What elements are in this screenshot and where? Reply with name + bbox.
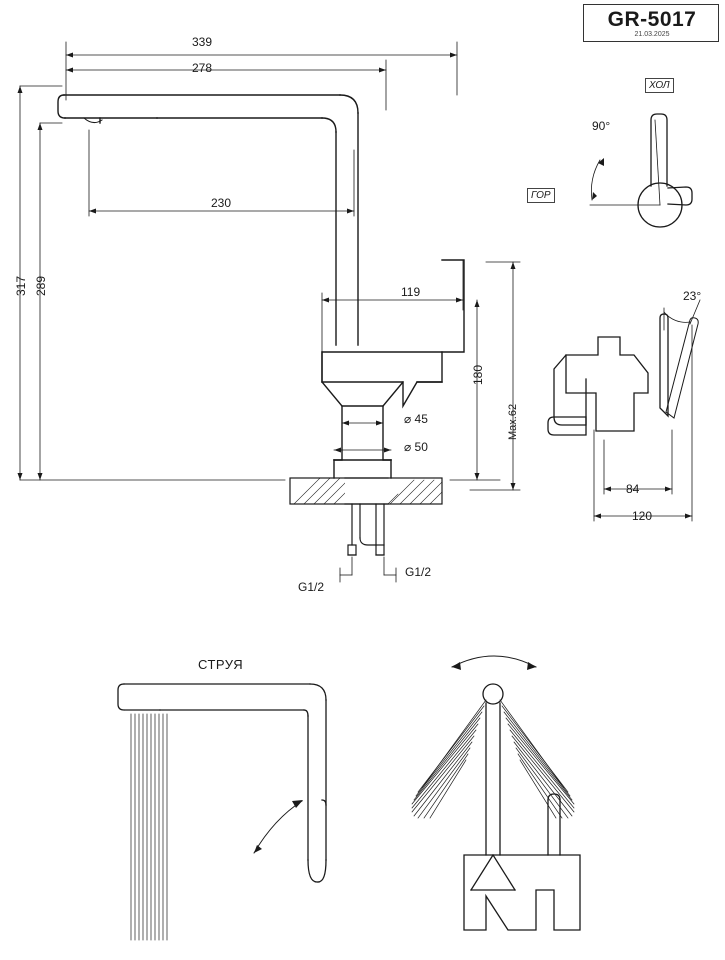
side-view-handle-tilt [548, 300, 700, 521]
thread-leaders [340, 557, 396, 582]
dim-label-278: 278 [192, 61, 213, 75]
spray-front-view [452, 656, 580, 930]
dim-label-230: 230 [211, 196, 232, 210]
dimension-317 [18, 86, 286, 480]
label-cold: ХОЛ [645, 78, 674, 93]
dim-label-119: 119 [401, 285, 421, 299]
label-stream: СТРУЯ [198, 657, 244, 672]
dim-label-angle-23: 23° [683, 289, 702, 303]
dim-label-289: 289 [34, 275, 48, 296]
dimension-289 [38, 123, 63, 480]
stream-side-view [118, 684, 326, 882]
faucet-main-outline [58, 95, 358, 345]
water-stream-lines [131, 714, 167, 940]
dim-label-317: 317 [14, 275, 28, 296]
dim-label-180: 180 [471, 364, 485, 385]
dim-label-120: 120 [632, 509, 653, 523]
countertop-hatch [290, 478, 442, 504]
supply-hoses [348, 504, 384, 555]
dim-label-339: 339 [192, 35, 213, 49]
dim-label-thread-right: G1/2 [405, 565, 432, 579]
dimension-119 [322, 260, 463, 352]
dim-label-angle-90: 90° [592, 119, 611, 133]
label-hot: ГОР [527, 188, 555, 203]
faucet-body-outline [322, 260, 464, 478]
dim-label-84: 84 [626, 482, 640, 496]
dimension-180 [450, 300, 500, 480]
stream-arrow [254, 800, 303, 853]
dimension-339 [66, 42, 457, 100]
dim-label-thread-left: G1/2 [298, 580, 325, 594]
dim-label-diameter-45: ⌀ 45 [404, 412, 428, 426]
title-block [583, 4, 719, 42]
spray-fan-lines [412, 700, 574, 818]
dimension-diameter-45 [342, 421, 383, 426]
dim-label-diameter-50: ⌀ 50 [404, 440, 428, 454]
drawing-date: 21.03.2025 [634, 31, 670, 38]
dim-label-max62: Max.62 [507, 403, 519, 440]
dimension-278 [66, 60, 386, 110]
drawing-title: GR-5017 [607, 8, 697, 31]
